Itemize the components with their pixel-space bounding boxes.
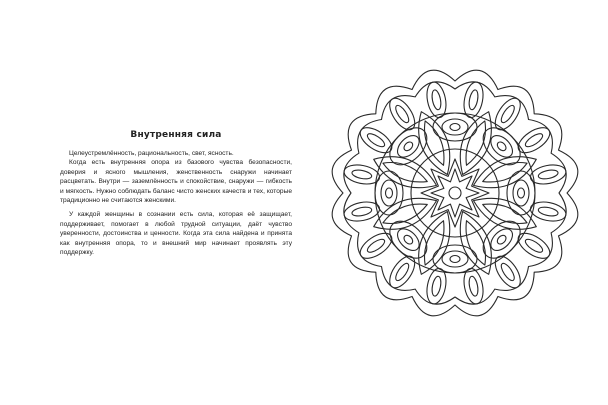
- mandala-icon: [322, 60, 588, 326]
- mandala-eye-core: [386, 188, 393, 198]
- mandala-ring-outer: [375, 113, 535, 273]
- mandala-eye-inner: [381, 180, 397, 206]
- mandala-lens: [469, 147, 542, 197]
- mandala-lens-inner: [480, 157, 530, 188]
- mandala-group: [332, 70, 578, 316]
- paragraph-2: Когда есть внутренняя опора из базового чувства безопасности, доверия и ясного мышления, женственность снаружи начинает расцветать. Внутри — заземлённость и спокойствие, снаружи — гибкость и мягкость. Нужно соблюдать баланс чисто женских качеств и тех, которые традиционно не считаются женскими.: [60, 159, 292, 205]
- mandala-eye-core: [450, 256, 460, 263]
- mandala-eye-core: [402, 234, 414, 246]
- mandala-ring: [411, 149, 499, 237]
- mandala-outer-scallop: [332, 70, 578, 316]
- mandala-petal-inner: [351, 169, 372, 181]
- mandala-lens: [409, 207, 459, 280]
- mandala-petal-inner: [468, 276, 480, 297]
- mandala-eye-core: [450, 124, 460, 131]
- mandala-eye-core: [402, 140, 414, 152]
- mandala-eye-inner: [442, 251, 468, 267]
- mandala-eye-core: [518, 188, 525, 198]
- mandala-petal-inner: [431, 89, 443, 110]
- left-page-text: [60, 130, 292, 257]
- mandala-inner-scallop: [344, 82, 566, 304]
- mandala-lens-inner: [419, 118, 450, 168]
- mandala-lens-inner: [380, 157, 430, 188]
- mandala-lens: [451, 207, 501, 280]
- page-title: Внутренняя сила: [130, 130, 222, 140]
- mandala-eye-inner: [442, 119, 468, 135]
- mandala-illustration: [322, 60, 588, 326]
- mandala-eye-core: [496, 234, 508, 246]
- mandala-lens: [469, 189, 542, 239]
- mandala-petal-inner: [538, 169, 559, 181]
- mandala-lens-inner: [460, 218, 491, 268]
- mandala-lens: [369, 147, 442, 197]
- mandala-petal-inner: [468, 89, 480, 110]
- mandala-lens-inner: [380, 198, 430, 229]
- mandala-eye-core: [496, 140, 508, 152]
- mandala-lens-inner: [419, 218, 450, 268]
- mandala-lens: [451, 107, 501, 180]
- mandala-lens: [369, 189, 442, 239]
- mandala-petal-inner: [351, 206, 372, 218]
- mandala-petal-inner: [431, 276, 443, 297]
- mandala-petal-inner: [538, 206, 559, 218]
- mandala-lens-inner: [480, 198, 530, 229]
- paragraph-1: Целеустремлённость, рациональность, свет, ясность.: [69, 150, 234, 157]
- mandala-center-circle: [449, 187, 461, 199]
- paragraph-3: У каждой женщины в сознании есть сила, которая её защищает, поддерживает, помогает в любой трудной ситуации, даёт чувство уверенности, достоинства и ценности. Когда эта сила найдена и принята как внутренняя опора, то и внешний мир начинает проявлять эту поддержку.: [60, 211, 292, 257]
- mandala-lens: [409, 107, 459, 180]
- mandala-eye-inner: [513, 180, 529, 206]
- mandala-lens-inner: [460, 118, 491, 168]
- mandala-center-star-inner: [431, 169, 479, 217]
